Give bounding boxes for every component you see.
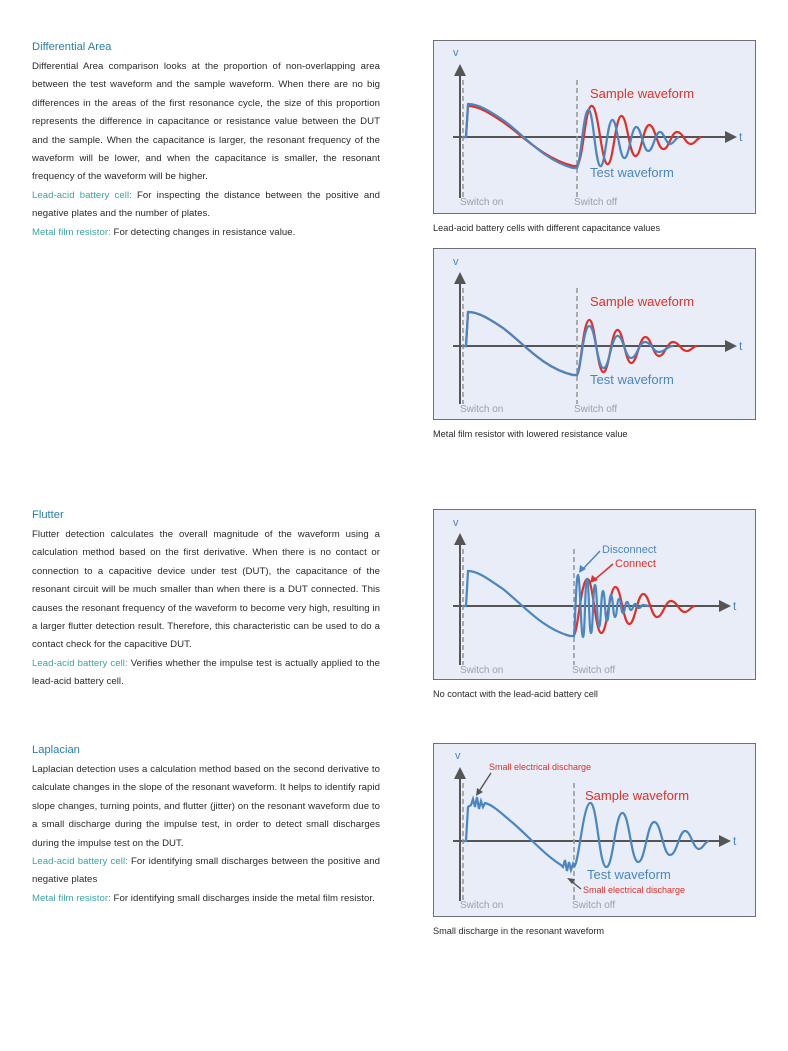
section-body bbox=[32, 58, 380, 242]
disconnect-label: Disconnect bbox=[602, 544, 657, 556]
v-axis-label: v bbox=[453, 256, 459, 268]
switch-off-label: Switch off bbox=[574, 197, 618, 208]
t-axis-label: t bbox=[733, 599, 737, 613]
switch-on-label: Switch on bbox=[460, 404, 504, 415]
list-item bbox=[32, 224, 380, 242]
list-item bbox=[32, 187, 380, 224]
switch-off-label: Switch off bbox=[574, 404, 618, 415]
section-title: Differential Area bbox=[32, 41, 112, 53]
list-item bbox=[32, 853, 380, 890]
body-text: Laplacian detection uses a calculation method based on the second derivative to calculate changes in the slope of the resonant waveform. It helps to identify rapid slope changes, turning points, and flutter (jitter) on the resonant waveform due to a small discharge during the impulse test, in order to detect small discharges during the impulse test on the DUT. bbox=[32, 764, 380, 849]
item-label: Metal film resistor: bbox=[32, 226, 111, 238]
figure-caption: Metal film resistor with lowered resistance value bbox=[433, 429, 628, 439]
waveform-diagram bbox=[433, 40, 756, 214]
figure-caption: No contact with the lead-acid battery cell bbox=[433, 689, 598, 699]
test-waveform-label: Test waveform bbox=[587, 867, 671, 882]
item-text: For inspecting the distance between the positive and negative plates and the number of plates. bbox=[32, 189, 380, 220]
item-label: Lead-acid battery cell: bbox=[32, 856, 128, 868]
diagram-panel bbox=[434, 41, 756, 214]
item-text: For identifying small discharges between the positive and negative plates bbox=[32, 856, 380, 886]
waveform-diagram bbox=[433, 509, 756, 680]
item-text: Verifies whether the impulse test is actually applied to the lead-acid battery cell. bbox=[32, 657, 381, 688]
list-item bbox=[32, 655, 380, 692]
item-label: Lead-acid battery cell: bbox=[32, 189, 132, 201]
body-text: Flutter detection calculates the overall magnitude of the waveform using a calculation method based on the first derivative. When there is no contact or connection to a capacitive device under test (DUT), the capacitance of the resonant circuit will be much smaller than when there is a DUT connected. This causes the resonant frequency of the waveform to become very high, resulting in a larger flutter detection result. Therefore, this characteristic can be used to do a contact check for the capacitive DUT. bbox=[32, 529, 380, 651]
waveform-diagram bbox=[433, 743, 756, 917]
section-title: Laplacian bbox=[32, 744, 80, 756]
figure-flutter-contact bbox=[433, 509, 756, 700]
list-item bbox=[32, 890, 380, 908]
item-text: For detecting changes in resistance value. bbox=[110, 226, 296, 238]
switch-off-label: Switch off bbox=[572, 665, 616, 676]
t-axis-label: t bbox=[739, 339, 743, 353]
section-body bbox=[32, 761, 380, 908]
figure-caption: Small discharge in the resonant waveform bbox=[433, 926, 605, 936]
v-axis-label: v bbox=[453, 517, 459, 529]
figure-caption: Lead-acid battery cells with different capacitance values bbox=[433, 223, 661, 233]
figure-laplacian-discharge bbox=[433, 743, 756, 937]
section-title: Flutter bbox=[32, 509, 64, 521]
figure-metal-film-resistor bbox=[433, 248, 756, 440]
section-differential-area bbox=[32, 40, 380, 242]
sample-waveform-label: Sample waveform bbox=[590, 86, 695, 101]
t-axis-label: t bbox=[739, 130, 743, 144]
switch-on-label: Switch on bbox=[460, 665, 504, 676]
item-label: Metal film resistor: bbox=[32, 892, 111, 904]
item-label: Lead-acid battery cell: bbox=[32, 657, 128, 669]
section-laplacian bbox=[32, 743, 380, 908]
connect-label: Connect bbox=[615, 558, 656, 570]
section-body bbox=[32, 526, 380, 692]
section-flutter bbox=[32, 508, 380, 692]
waveform-diagram bbox=[433, 248, 756, 420]
item-text: For identifying small discharges inside the metal film resistor. bbox=[110, 892, 375, 904]
t-axis-label: t bbox=[733, 834, 737, 848]
sample-waveform-label: Sample waveform bbox=[585, 788, 690, 803]
test-waveform-label: Test waveform bbox=[590, 165, 674, 180]
discharge-label-bottom: Small electrical discharge bbox=[583, 885, 686, 895]
switch-off-label: Switch off bbox=[572, 900, 616, 911]
v-axis-label: v bbox=[455, 750, 461, 762]
sample-waveform-label: Sample waveform bbox=[590, 294, 695, 309]
switch-on-label: Switch on bbox=[460, 197, 504, 208]
switch-on-label: Switch on bbox=[460, 900, 504, 911]
discharge-label-top: Small electrical discharge bbox=[489, 762, 592, 772]
body-text: Differential Area comparison looks at the proportion of non-overlapping area between the test waveform and the sample waveform. When there are no big differences in the areas of the first resonance cycle, the size of this proportion represents the difference in capacitance or resistance value between the DUT and the sample. When the capacitance is larger, the resonant frequency of the waveform will be lower, and when the capacitance is smaller, the resonant frequency of the waveform will be higher. bbox=[32, 61, 380, 183]
figure-differential-capacitance bbox=[433, 40, 756, 234]
v-axis-label: v bbox=[453, 47, 459, 59]
test-waveform-label: Test waveform bbox=[590, 372, 674, 387]
